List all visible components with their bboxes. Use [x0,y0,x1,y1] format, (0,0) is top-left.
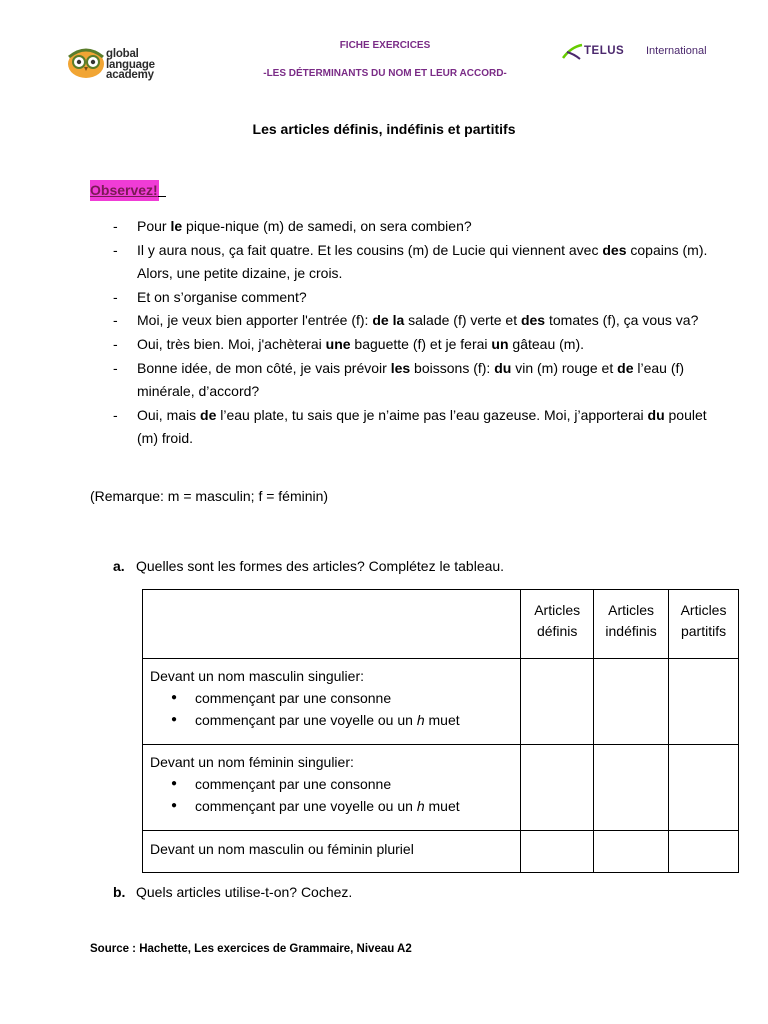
dialogue-text [137,239,713,286]
page-title: Les articles définis, indéfinis et partitifs [252,121,516,137]
dialogue-segment: Moi, je veux bien apporter l'entrée (f): [137,312,373,329]
telus-logo [562,42,712,62]
answer-cell[interactable] [521,745,594,831]
heading-underline [158,196,166,197]
answer-cell[interactable] [594,659,669,745]
answer-cell[interactable] [594,831,669,873]
article-highlight: du [494,359,512,376]
answer-cell[interactable] [669,659,739,745]
row-label: Devant un nom masculin singulier: [150,668,364,684]
question-a-label: a. [113,558,125,574]
question-a-text: Quelles sont les formes des articles? Complétez le tableau. [136,558,505,574]
dialogue-text [137,286,713,310]
dialogue-segment: l’eau plate, tu sais que je n’aime pas l’eau gazeuse. Moi, j’apporterai [216,406,648,423]
dash-bullet: - [113,288,118,305]
article-highlight: des [520,312,546,329]
logo-word-1: global [106,48,139,60]
source-citation: Source : Hachette, Les exercices de Grammaire, Niveau A2 [90,943,412,955]
dialogue-segment: Et on s’organise comment? [137,288,307,305]
article-highlight: le [170,218,183,234]
dash-bullet: - [113,218,118,234]
dialogue-line [113,286,713,310]
dialogue-segment: poulet (m) froid. [137,406,707,447]
global-language-academy-logo [66,38,178,94]
dialogue-segment: vin (m) rouge et [511,359,618,376]
bullet-text: commençant par une consonne [195,776,392,792]
answer-cell[interactable] [521,659,594,745]
article-highlight: un [491,335,509,352]
dash-bullet: - [113,312,118,329]
bullet-icon: ● [171,800,178,811]
owl-icon [66,47,106,81]
dialogue-line [113,309,713,333]
header-definis: Articles définis [521,590,594,659]
dialogue-segment: Oui, très bien. Moi, j'achèterai [137,335,326,352]
dialogue-segment: pique-nique (m) de samedi, on sera combien? [182,218,472,234]
bullet-icon: ● [171,778,178,789]
question-b-text: Quels articles utilise-t-on? Cochez. [136,884,353,900]
table-corner-cell [143,590,521,659]
dialogue-segment: gâteau (m). [508,335,584,352]
article-highlight: une [325,335,351,352]
dialogue-segment: salade (f) verte et [404,312,521,329]
dialogue-line [113,215,713,239]
dialogue-segment: boissons (f): [410,359,495,376]
question-a [113,558,504,574]
dialogue-list [113,215,713,451]
telus-leaf-icon [562,43,584,61]
dialogue-segment: Il y aura nous, ça fait quatre. Et les cousins (m) de Lucie qui viennent avec [137,241,603,258]
article-highlight: les [390,359,411,376]
dash-bullet: - [113,359,118,376]
telus-word: TELUS [584,45,625,57]
dialogue-segment: Bonne idée, de mon côté, je vais prévoir [137,359,391,376]
logo-word-3: academy [106,69,154,81]
answer-cell[interactable] [521,831,594,873]
article-highlight: de la [372,312,405,329]
question-b [113,884,352,900]
dialogue-segment: Pour [137,218,171,234]
dialogue-segment: Oui, mais [137,406,201,423]
dialogue-line [113,404,713,451]
dialogue-text [137,357,713,404]
article-highlight: de [200,406,217,423]
row-label-cell [143,745,521,831]
header-line-2: -LES DÉTERMINANTS DU NOM ET LEUR ACCORD- [263,68,507,79]
dash-bullet: - [113,335,118,352]
bullet-text: commençant par une consonne [195,690,392,706]
dialogue-segment: copains (m). Alors, une petite dizaine, je crois. [137,241,708,282]
article-highlight: du [647,406,665,423]
dialogue-text [137,333,713,357]
row-label: Devant un nom masculin ou féminin pluriel [150,841,414,857]
header-partitifs: Articles partitifs [669,590,739,659]
bullet-text: commençant par une voyelle ou un h muet [195,798,460,814]
dash-bullet: - [113,406,118,423]
dialogue-segment: baguette (f) et je ferai [350,335,492,352]
telus-suffix: International [646,45,707,57]
remark: (Remarque: m = masculin; f = féminin) [90,488,329,504]
header-indefinis: Articles indéfinis [594,590,669,659]
dialogue-line [113,333,713,357]
dialogue-text [137,215,713,239]
bullet-text: commençant par une voyelle ou un h muet [195,712,460,728]
dialogue-line [113,239,713,286]
bullet-icon: ● [171,714,178,725]
observez-heading: Observez! [90,180,159,201]
dialogue-text [137,309,713,333]
articles-table [142,589,739,873]
answer-cell[interactable] [669,831,739,873]
answer-cell[interactable] [594,745,669,831]
article-highlight: des [602,241,627,258]
dash-bullet: - [113,241,118,258]
row-label-cell [143,831,521,873]
logo-word-2: language [106,58,155,71]
header-line-1: FICHE EXERCICES [339,40,431,51]
article-highlight: de [617,359,634,376]
dialogue-text [137,404,713,451]
dialogue-segment: l’eau (f) minérale, d’accord? [137,359,685,400]
dialogue-segment: tomates (f), ça vous va? [545,312,699,329]
answer-cell[interactable] [669,745,739,831]
dialogue-line [113,357,713,404]
bullet-icon: ● [171,692,178,703]
question-b-label: b. [113,884,126,900]
row-label: Devant un nom féminin singulier: [150,754,354,770]
row-label-cell [143,659,521,745]
